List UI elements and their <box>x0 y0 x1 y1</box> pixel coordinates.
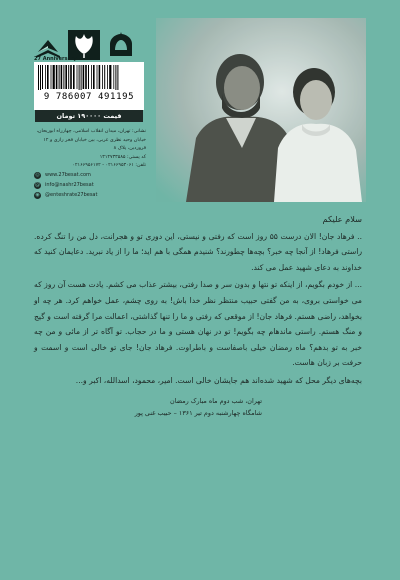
signature-line: شامگاه چهارشنبه دوم تیر ۱۳۶۱ – حبیب غنی پور <box>134 408 262 417</box>
barcode-bar <box>113 65 114 89</box>
instagram-icon: ◉ <box>35 191 40 198</box>
letter-paragraph: بچه‌های دیگر محل که شهید شده‌اند هم جایشان خالی است. امیر، محمود، اسدالله، اکبر و... <box>75 375 362 385</box>
address-line: تلفن: ۰۲۱۶۶۹۵۳۰۶۱ - ۰۲۱۶۶۹۵۶۱۷۲ <box>72 163 146 169</box>
portrait-photo <box>156 18 366 202</box>
letter-paragraph: .. فرهاد جان! الان درست ۵۵ روز است که رفتی و نیستی، این دوری تو و هجرانت، دل من را تنگ کرده. راستی فرهاد! از آنجا چه خبر؟ بچه‌ها چطورند؟ شنیدم همگی با هم اید؛ ما را از یاد نبرید. دعایمان کنید که خداوند به دعای شهید عمل می کند. <box>34 231 362 272</box>
website-link[interactable]: www.27besat.com <box>45 172 91 178</box>
website-row <box>34 170 144 180</box>
barcode-bar <box>53 65 55 89</box>
isbn-digits: 9 786007 491195 <box>34 90 144 104</box>
barcode-bar <box>63 65 64 89</box>
instagram-row <box>34 190 144 200</box>
emblem-logo-icon <box>106 30 136 60</box>
email-row <box>34 180 144 190</box>
barcode-bar <box>77 65 78 89</box>
address-line: نشانی: تهران، میدان انقلاب اسلامی، چهارراه ابوریحان، <box>36 129 146 134</box>
barcode-bar <box>59 65 60 89</box>
email-link[interactable]: info@nashr27besat <box>45 182 94 188</box>
publisher-contact <box>34 170 144 200</box>
signature-line: تهران، شب دوم ماه مبارک رمضان <box>170 396 262 405</box>
letter-greeting: سلام علیکم <box>322 214 362 224</box>
letter-paragraph: ... از خودم بگویم، از اینکه تو نتها و بدون سر و صدا رفتی، بیشتر عذاب می کشم. یادت هست آن روز که می خواستی بروی، به من گفتی حبیب منتظر نظر خدا باش! به روی چشم، عمل خواهم کرد. هر چه او بخواهد، راضی هستم. فرهاد جان! از موقعی که رفتی و ما را تنها گذاشتی، اعمالت مرا گرفته است و گیج و منگ هستم. راستی ماندهام چه بگویم! تو در نهان هستی و ما در حجاب. تو آگاه تر از مائی و من چه خبر به تو بدهم؟ ماه رمضان خیلی باصفاست و باطراوت. فرهاد جان! جای تو خالی است و اسمت و حرفت بر زبان هاست. <box>34 280 362 368</box>
instagram-link[interactable]: @enteshrate27besat <box>45 192 98 198</box>
barcode-bar <box>45 65 46 89</box>
publisher-address <box>34 128 146 171</box>
globe-icon: ◎ <box>35 171 40 178</box>
address-line: کد پستی: ۱۳۱۴۷۳۳۵۸۵ <box>99 154 146 160</box>
barcode-bar <box>65 65 67 89</box>
anniversary-label: 27 Anniversary <box>34 56 77 62</box>
barcode-bar <box>107 65 108 89</box>
barcode-bar <box>61 65 63 89</box>
barcode-bar <box>97 65 98 89</box>
letter-signature <box>34 395 362 419</box>
barcode-bar <box>102 65 103 89</box>
barcode-bar <box>93 65 95 89</box>
barcode-bar <box>83 65 85 89</box>
address-line: خیابان وحید نظری غربی، بین خیابان فخر رازی و ۱۲ فروردین، پلاک ۸ <box>43 137 146 152</box>
barcode-bar <box>85 65 87 89</box>
barcode-bar <box>104 65 105 89</box>
barcode-bar <box>109 65 111 89</box>
barcode-bar <box>51 65 52 89</box>
publisher-logos <box>34 26 140 60</box>
email-icon: @ <box>35 181 40 188</box>
price-box: قیمت ۱۹۰۰۰۰ تومان <box>35 110 143 122</box>
barcode-bar <box>42 65 43 89</box>
barcode-bar <box>88 65 89 89</box>
barcode-bar <box>47 65 49 89</box>
letter-text <box>34 212 362 419</box>
barcode-bar <box>91 65 92 89</box>
barcode-bar <box>70 65 72 89</box>
barcode-bar <box>56 65 58 89</box>
barcode-bar <box>68 65 69 89</box>
barcode-bar <box>99 65 101 89</box>
barcode-bar <box>73 65 75 89</box>
